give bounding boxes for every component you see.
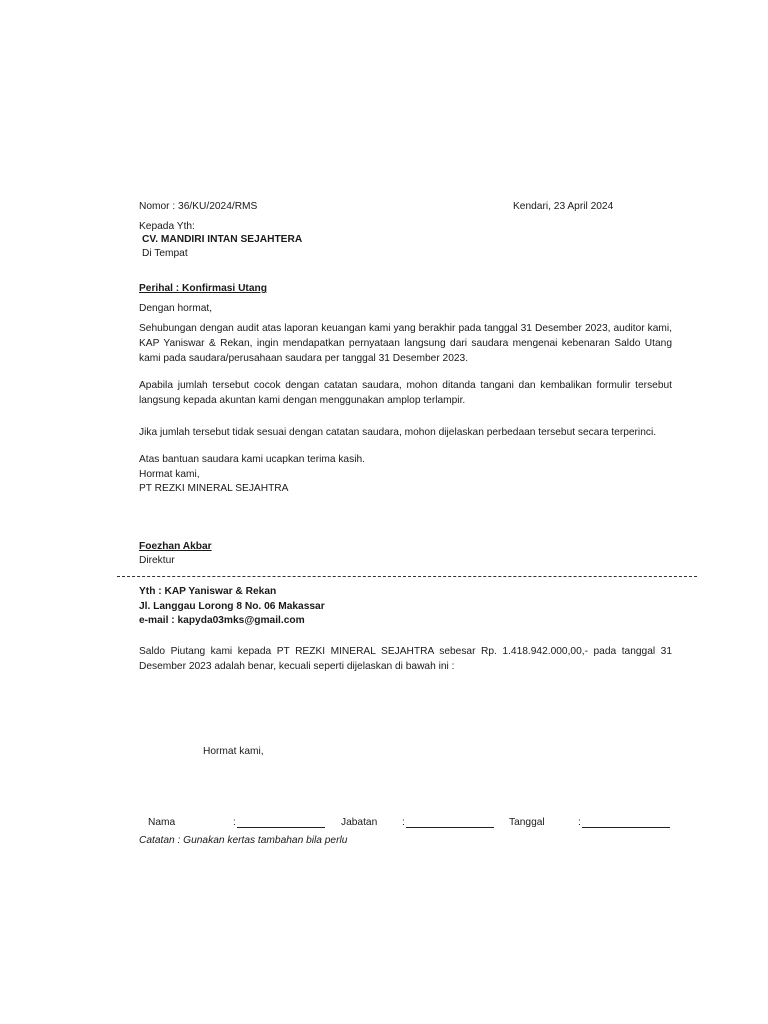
body-paragraph-2: Apabila jumlah tersebut cocok dengan catatan saudara, mohon ditanda tangani dan kembalikan formulir tersebut langsung kepada akuntan kami dengan menggunakan amplop terlampir. [139,380,672,406]
recipient-name: CV. MANDIRI INTAN SEJAHTERA [142,234,303,245]
body-paragraph-3: Jika jumlah tersebut tidak sesuai dengan catatan saudara, mohon dijelaskan perbedaan tersebut secara terperinci. [139,427,657,438]
letter-greeting: Dengan hormat, [139,303,213,314]
jabatan-label: Jabatan [341,817,378,828]
reply-address: Jl. Langgau Lorong 8 No. 06 Makassar [139,601,325,612]
reply-note: Catatan : Gunakan kertas tambahan bila perlu [139,835,348,846]
letter-subject: Perihal : Konfirmasi Utang [139,283,267,294]
letter-number: Nomor : 36/KU/2024/RMS [139,201,258,212]
nama-label: Nama [148,817,176,828]
closing-regards: Hormat kami, [139,469,200,480]
recipient-place: Di Tempat [142,248,188,259]
closing-thanks: Atas bantuan saudara kami ucapkan terima kasih. [139,454,365,465]
reply-email: e-mail : kapyda03mks@gmail.com [139,615,305,626]
tanggal-colon: : [578,817,581,828]
jabatan-colon: : [402,817,405,828]
recipient-salutation: Kepada Yth: [139,221,195,232]
tanggal-label: Tanggal [509,817,545,828]
reply-regards: Hormat kami, [203,746,264,757]
cut-line-divider [117,576,697,577]
signer-title: Direktur [139,555,175,566]
sender-company: PT REZKI MINERAL SEJAHTRA [139,483,289,494]
tanggal-field[interactable] [582,816,670,834]
nama-field[interactable] [237,816,325,834]
place-date: Kendari, 23 April 2024 [513,201,614,212]
reply-recipient: Yth : KAP Yaniswar & Rekan [139,586,277,597]
jabatan-field[interactable] [406,816,494,834]
reply-statement: Saldo Piutang kami kepada PT REZKI MINERAL SEJAHTRA sebesar Rp. 1.418.942.000,00,- pada tanggal 31 Desember 2023 adalah benar, kecuali seperti dijelaskan di bawah ini : [139,646,672,672]
body-paragraph-1: Sehubungan dengan audit atas laporan keuangan kami yang berakhir pada tanggal 31 Desember 2023, auditor kami, KAP Yaniswar & Rekan, ingin mendapatkan pernyataan langsung dari saudara mengenai kebenaran Saldo Utang kami pada saudara/perusahaan saudara per tanggal 31 Desember 2023. [139,323,672,364]
nama-colon: : [233,817,236,828]
signer-name: Foezhan Akbar [139,541,212,552]
signature-fields-row [0,816,768,832]
